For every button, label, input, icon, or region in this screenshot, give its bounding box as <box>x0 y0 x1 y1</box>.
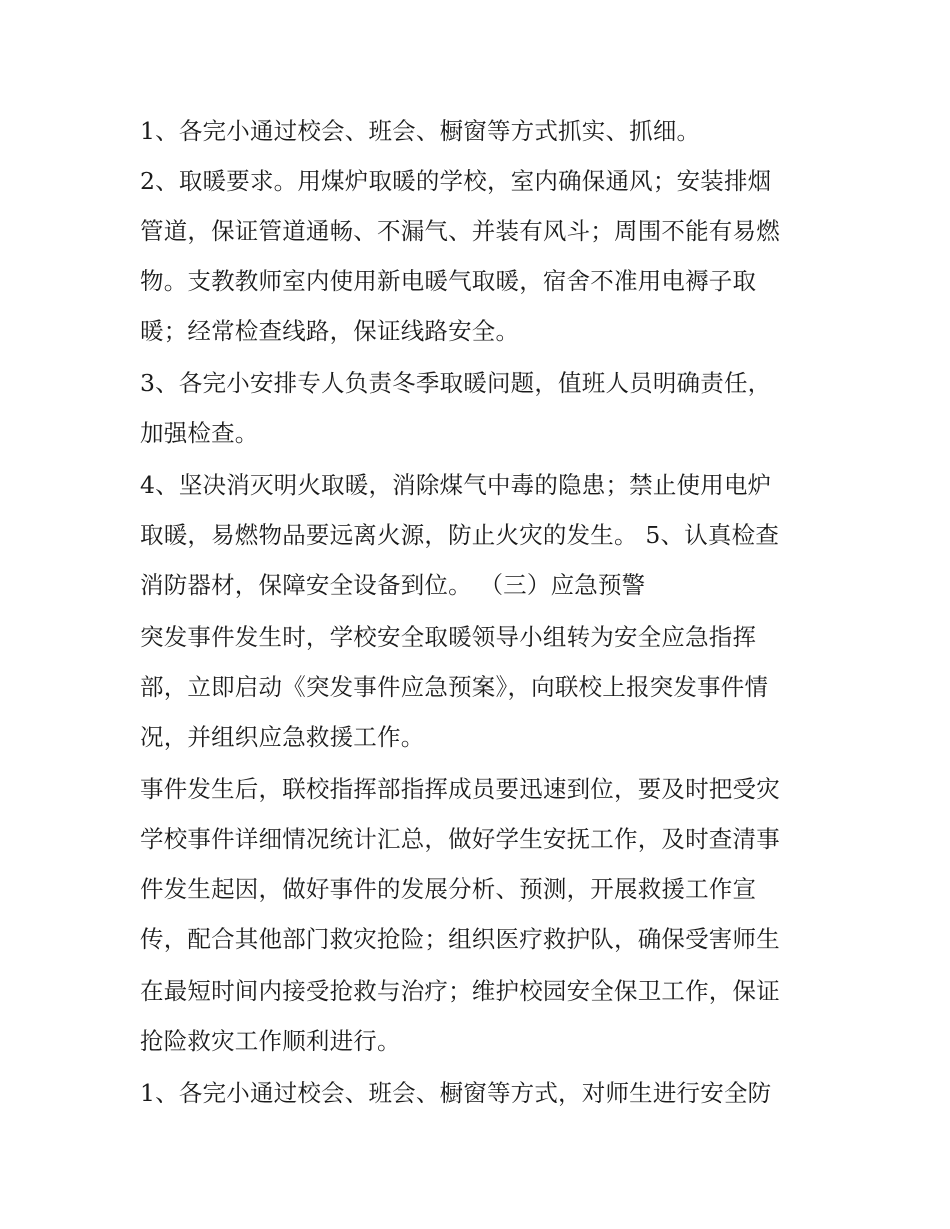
text-line: 1、各完小通过校会、班会、橱窗等方式，对师生进行安全防 <box>140 1079 772 1107</box>
text-line: 物。支教教师室内使用新电暖气取暖，宿舍不准用电褥子取 <box>140 267 757 295</box>
text-line: 暖；经常检查线路，保证线路安全。 <box>140 317 520 345</box>
text-line: 事件发生后，联校指挥部指挥成员要迅速到位，要及时把受灾 <box>140 775 780 803</box>
text-line: 学校事件详细情况统计汇总，做好学生安抚工作，及时查清事 <box>140 825 780 853</box>
text-line: 部，立即启动《突发事件应急预案》，向联校上报突发事件情 <box>140 673 769 701</box>
text-line: 4、坚决消灭明火取暖，消除煤气中毒的隐患；禁止使用电炉 <box>140 471 772 499</box>
text-line: 1、各完小通过校会、班会、橱窗等方式抓实、抓细。 <box>140 117 701 145</box>
text-line: 况，并组织应急救援工作。 <box>140 723 425 751</box>
text-line: 加强检查。 <box>140 419 259 447</box>
text-line: 取暖，易燃物品要远离火源，防止火灾的发生。 5、认真检查 <box>140 521 780 549</box>
text-line: 在最短时间内接受抢救与治疗；维护校园安全保卫工作，保证 <box>140 977 780 1005</box>
text-line: 传，配合其他部门救灾抢险；组织医疗救护队，确保受害师生 <box>140 925 780 953</box>
text-line: 突发事件发生时，学校安全取暖领导小组转为安全应急指挥 <box>140 623 757 651</box>
text-line: 2、取暖要求。用煤炉取暖的学校，室内确保通风；安装排烟 <box>140 167 772 195</box>
text-line: 抢险救灾工作顺利进行。 <box>140 1027 401 1055</box>
text-line: 件发生起因，做好事件的发展分析、预测，开展救援工作宣 <box>140 875 757 903</box>
text-line: 3、各完小安排专人负责冬季取暖问题，值班人员明确责任， <box>140 369 772 397</box>
text-line: 消防器材，保障安全设备到位。 （三）应急预警 <box>140 571 646 599</box>
text-line: 管道，保证管道通畅、不漏气、并装有风斗；周围不能有易燃 <box>140 217 780 245</box>
